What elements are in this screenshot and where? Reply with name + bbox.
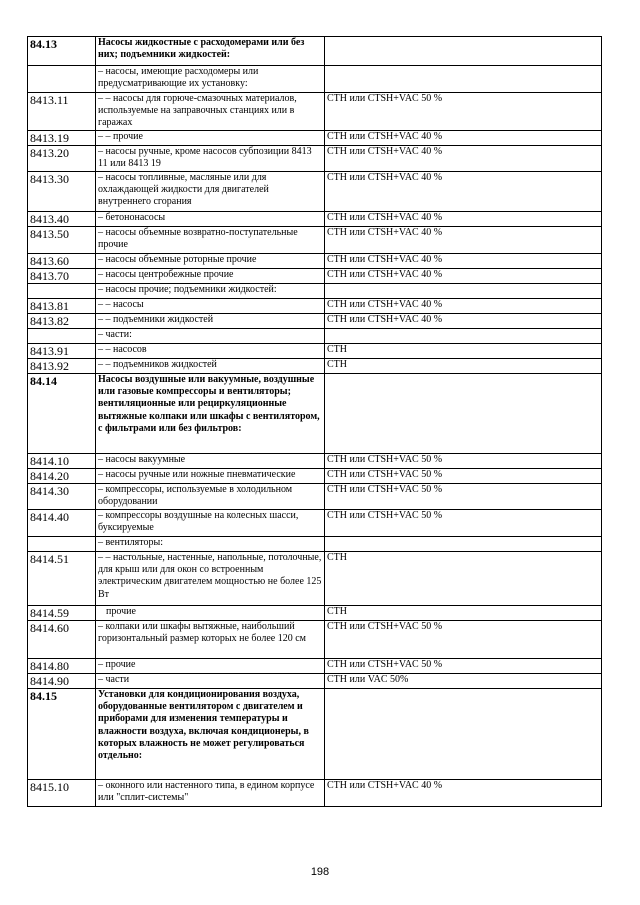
origin-rule-cell: [325, 329, 602, 344]
description-cell: – насосы прочие; подъемники жидкостей:: [96, 284, 325, 299]
origin-rule-cell: CTH или CTSH+VAC 50 %: [325, 510, 602, 537]
description-cell: – компрессоры, используемые в холодильном оборудовании: [96, 484, 325, 510]
table-row: [28, 552, 602, 606]
hs-code-cell: 84.13: [28, 37, 96, 66]
description-cell: – прочие: [96, 659, 325, 674]
origin-rule-cell: [325, 374, 602, 454]
origin-rule-cell: CTH или CTSH+VAC 50 %: [325, 484, 602, 510]
hs-code-cell: 8414.30: [28, 484, 96, 510]
origin-rule-cell: CTH: [325, 344, 602, 359]
hs-code-cell: 84.15: [28, 689, 96, 780]
table-row: [28, 780, 602, 807]
description-cell: Установки для кондиционирования воздуха, оборудованные вентилятором с двигателем и приборами для изменения температуры и влажности воздуха, включая кондиционеры, в которых влажность не может регулироваться отдельно:: [96, 689, 325, 780]
description-cell: – части: [96, 674, 325, 689]
origin-rule-cell: CTH или CTSH+VAC 50 %: [325, 659, 602, 674]
origin-rule-cell: CTH или CTSH+VAC 50 %: [325, 454, 602, 469]
description-cell: – – насосы: [96, 299, 325, 314]
hs-code-cell: 84.14: [28, 374, 96, 454]
description-cell: – – настольные, настенные, напольные, потолочные, для крыш или для окон со встроенным электрическим двигателем мощностью не более 125 Вт: [96, 552, 325, 606]
description-cell: – колпаки или шкафы вытяжные, наибольший горизонтальный размер которых не более 120 см: [96, 621, 325, 659]
description-cell: – насосы ручные, кроме насосов субпозиции 8413 11 или 8413 19: [96, 146, 325, 172]
hs-code-cell: 8414.90: [28, 674, 96, 689]
origin-rule-cell: CTH или CTSH+VAC 40 %: [325, 269, 602, 284]
description-cell: – – насосов: [96, 344, 325, 359]
table-row: [28, 269, 602, 284]
hs-code-cell: 8414.51: [28, 552, 96, 606]
description-cell: – насосы, имеющие расходомеры или предусматривающие их установку:: [96, 66, 325, 93]
origin-rule-cell: CTH или CTSH+VAC 50 %: [325, 469, 602, 484]
origin-rule-cell: CTH или CTSH+VAC 40 %: [325, 172, 602, 212]
table-row: [28, 212, 602, 227]
origin-rule-cell: CTH: [325, 552, 602, 606]
hs-code-cell: 8413.92: [28, 359, 96, 374]
hs-code-cell: 8413.19: [28, 131, 96, 146]
table-row: [28, 674, 602, 689]
table-row: [28, 606, 602, 621]
description-cell: – вентиляторы:: [96, 537, 325, 552]
table-body: [28, 37, 602, 807]
origin-rule-cell: CTH или CTSH+VAC 40 %: [325, 299, 602, 314]
page-number: 198: [310, 866, 330, 878]
hs-code-cell: 8413.50: [28, 227, 96, 254]
table-row: [28, 454, 602, 469]
hs-code-cell: [28, 537, 96, 552]
hs-code-cell: 8413.70: [28, 269, 96, 284]
description-cell: – насосы объемные возвратно-поступательные прочие: [96, 227, 325, 254]
origin-rule-cell: CTH или CTSH+VAC 40 %: [325, 314, 602, 329]
hs-code-cell: 8414.80: [28, 659, 96, 674]
description-cell: Насосы жидкостные с расходомерами или без них; подъемники жидкостей:: [96, 37, 325, 66]
description-cell: – оконного или настенного типа, в едином корпусе или "сплит-системы": [96, 780, 325, 807]
description-cell: – компрессоры воздушные на колесных шасси, буксируемые: [96, 510, 325, 537]
origin-rule-cell: CTH или CTSH+VAC 40 %: [325, 254, 602, 269]
origin-rule-cell: [325, 284, 602, 299]
table-row: [28, 146, 602, 172]
hs-code-cell: 8414.60: [28, 621, 96, 659]
table-row: [28, 284, 602, 299]
description-cell: – насосы центробежные прочие: [96, 269, 325, 284]
table-row: [28, 254, 602, 269]
table-row: [28, 689, 602, 780]
hs-code-cell: 8414.40: [28, 510, 96, 537]
origin-rule-cell: CTH: [325, 359, 602, 374]
table-row: [28, 344, 602, 359]
table-row: [28, 314, 602, 329]
table-row: [28, 66, 602, 93]
hs-code-cell: 8413.60: [28, 254, 96, 269]
origin-rule-cell: CTH или CTSH+VAC 50 %: [325, 93, 602, 131]
hs-code-cell: 8414.59: [28, 606, 96, 621]
description-cell: – – подъемники жидкостей: [96, 314, 325, 329]
hs-code-cell: 8413.40: [28, 212, 96, 227]
hs-code-cell: 8413.11: [28, 93, 96, 131]
hs-code-cell: 8414.10: [28, 454, 96, 469]
table-row: [28, 329, 602, 344]
table-row: [28, 621, 602, 659]
table-row: [28, 359, 602, 374]
hs-code-cell: 8415.10: [28, 780, 96, 807]
hs-code-cell: [28, 284, 96, 299]
origin-rule-cell: CTH или CTSH+VAC 40 %: [325, 227, 602, 254]
description-cell: прочие: [96, 606, 325, 621]
hs-code-cell: 8414.20: [28, 469, 96, 484]
table-row: [28, 172, 602, 212]
description-cell: – – прочие: [96, 131, 325, 146]
origin-rule-cell: CTH или CTSH+VAC 40 %: [325, 212, 602, 227]
origin-rule-cell: CTH или CTSH+VAC 40 %: [325, 146, 602, 172]
table-row: [28, 374, 602, 454]
hs-code-cell: 8413.81: [28, 299, 96, 314]
description-cell: – – подъемников жидкостей: [96, 359, 325, 374]
description-cell: – насосы объемные роторные прочие: [96, 254, 325, 269]
rules-of-origin-table: [27, 36, 601, 807]
hs-code-cell: 8413.30: [28, 172, 96, 212]
table-row: [28, 659, 602, 674]
hs-code-cell: [28, 329, 96, 344]
table-row: [28, 93, 602, 131]
table-row: [28, 510, 602, 537]
description-cell: – насосы вакуумные: [96, 454, 325, 469]
table-row: [28, 484, 602, 510]
origin-rule-cell: CTH или CTSH+VAC 40 %: [325, 131, 602, 146]
table-row: [28, 469, 602, 484]
origin-rule-cell: [325, 37, 602, 66]
description-cell: – – насосы для горюче-смазочных материалов, используемые на заправочных станциях или в гаражах: [96, 93, 325, 131]
origin-rule-cell: [325, 66, 602, 93]
description-cell: – насосы ручные или ножные пневматические: [96, 469, 325, 484]
origin-rule-cell: [325, 537, 602, 552]
description-cell: – насосы топливные, масляные или для охлаждающей жидкости для двигателей внутреннего сгорания: [96, 172, 325, 212]
hs-code-cell: 8413.20: [28, 146, 96, 172]
origin-rule-cell: CTH: [325, 606, 602, 621]
origin-rule-cell: [325, 689, 602, 780]
origin-rule-cell: CTH или VAC 50%: [325, 674, 602, 689]
origin-rule-cell: CTH или CTSH+VAC 50 %: [325, 621, 602, 659]
table-row: [28, 537, 602, 552]
table-row: [28, 37, 602, 66]
hs-code-cell: [28, 66, 96, 93]
description-cell: – части:: [96, 329, 325, 344]
table-row: [28, 131, 602, 146]
hs-code-cell: 8413.91: [28, 344, 96, 359]
description-cell: Насосы воздушные или вакуумные, воздушные или газовые компрессоры и вентиляторы; вентиляционные или рециркуляционные вытяжные колпаки или шкафы с вентилятором, с фильтрами или без фильтров:: [96, 374, 325, 454]
table-row: [28, 227, 602, 254]
origin-rule-cell: CTH или CTSH+VAC 40 %: [325, 780, 602, 807]
table-row: [28, 299, 602, 314]
hs-code-cell: 8413.82: [28, 314, 96, 329]
description-cell: – бетононасосы: [96, 212, 325, 227]
